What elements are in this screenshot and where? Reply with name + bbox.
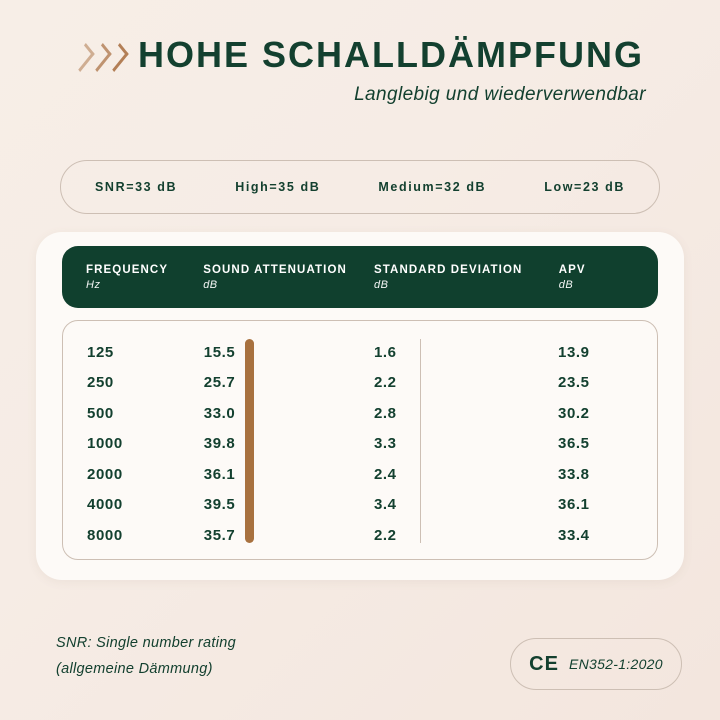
table-row: 125 15.5 1.6 13.9: [87, 343, 590, 361]
table-body: [62, 320, 658, 560]
table-row: 4000 39.5 3.4 36.1: [87, 496, 590, 514]
column-header-apv: APV dB: [558, 263, 586, 291]
snr-value-high: High=35 dB: [235, 180, 321, 194]
snr-value-medium: Medium=32 dB: [378, 180, 487, 194]
snr-summary-bar: [60, 160, 660, 214]
page-title: HOHE SCHALLDÄMPFUNG: [138, 34, 644, 75]
column-divider: [420, 339, 421, 543]
header: [0, 34, 720, 106]
table-row: 1000 39.8 3.3 36.5: [87, 435, 590, 453]
column-header-frequency: FREQUENCY Hz: [86, 263, 169, 291]
table-row: 500 33.0 2.8 30.2: [87, 404, 590, 422]
chevron-right-icon: [76, 46, 124, 69]
table-row: 250 25.7 2.2 23.5: [87, 374, 590, 392]
footnote: [56, 630, 236, 682]
footnote-line-1: SNR: Single number rating: [56, 635, 236, 651]
ce-certification-badge: [510, 638, 682, 690]
snr-value-low: Low=23 dB: [544, 180, 625, 194]
page-subtitle: Langlebig und wiederverwendbar: [354, 84, 646, 105]
title-row: [0, 34, 720, 76]
table-row: 8000 35.7 2.2 33.4: [87, 526, 590, 544]
footnote-line-2: (allgemeine Dämmung): [56, 661, 213, 677]
column-header-sound-attenuation: SOUND ATTENUATION dB: [203, 263, 347, 291]
accent-bar: [245, 339, 254, 543]
snr-value-snr: SNR=33 dB: [95, 180, 178, 194]
ce-mark-icon: CE: [529, 652, 559, 675]
standard-label: EN352-1:2020: [568, 656, 663, 672]
table-row: 2000 36.1 2.4 33.8: [87, 465, 590, 483]
attenuation-card: [36, 232, 684, 580]
table-header: [62, 246, 658, 308]
column-header-standard-deviation: STANDARD DEVIATION dB: [374, 263, 523, 291]
